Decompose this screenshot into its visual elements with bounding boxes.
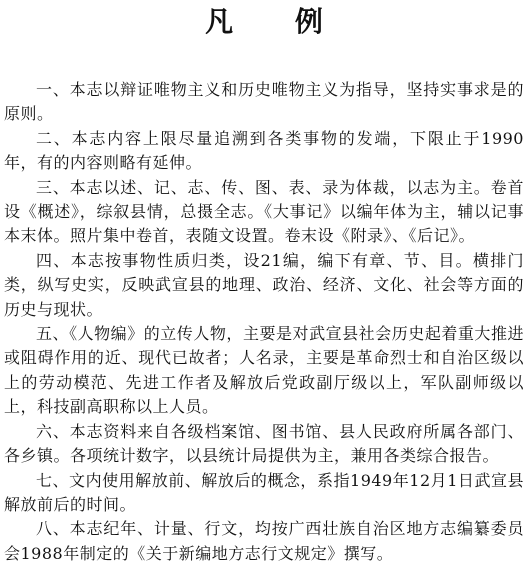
document-body xyxy=(4,78,524,566)
paragraph-3: 三、本志以述、记、志、传、图、表、录为体裁，以志为主。卷首设《概述》，综叙县情，总摄全志。《大事记》以编年体为主，辅以记事本末体。照片集中卷首，表随文设置。卷末设《附录》、《后记》。 xyxy=(4,177,524,246)
paragraph-2: 二、本志内容上限尽量追溯到各类事物的发端，下限止于1990年，有的内容则略有延伸。 xyxy=(4,128,524,173)
paragraph-5: 五、《人物编》的立传人物，主要是对武宣县社会历史起着重大推进或阻碍作用的近、现代已故者；人名录，主要是革命烈士和自治区级以上的劳动模范、先进工作者及解放后党政副厅级以上，军队副师级以上，科技副高职称以上人员。 xyxy=(4,324,524,417)
paragraph-4: 四、本志按事物性质归类，设21编，编下有章、节、目。横排门类，纵写史实，反映武宣县的地理、政治、经济、文化、社会等方面的历史与现状。 xyxy=(4,250,524,319)
paragraph-8: 八、本志纪年、计量、行文，均按广西壮族自治区地方志编纂委员会1988年制定的《关于新编地方志行文规定》撰写。 xyxy=(4,519,524,563)
paragraph-6: 六、本志资料来自各级档案馆、图书馆、县人民政府所属各部门、各乡镇。各项统计数字，以县统计局提供为主，兼用各类综合报告。 xyxy=(4,421,524,466)
page-title: 凡 例 xyxy=(205,5,349,38)
paragraph-7: 七、文内使用解放前、解放后的概念，系指1949年12月1日武宣县解放前后的时间。 xyxy=(4,470,524,514)
paragraph-1: 一、本志以辩证唯物主义和历史唯物主义为指导，坚持实事求是的原则。 xyxy=(4,80,524,124)
